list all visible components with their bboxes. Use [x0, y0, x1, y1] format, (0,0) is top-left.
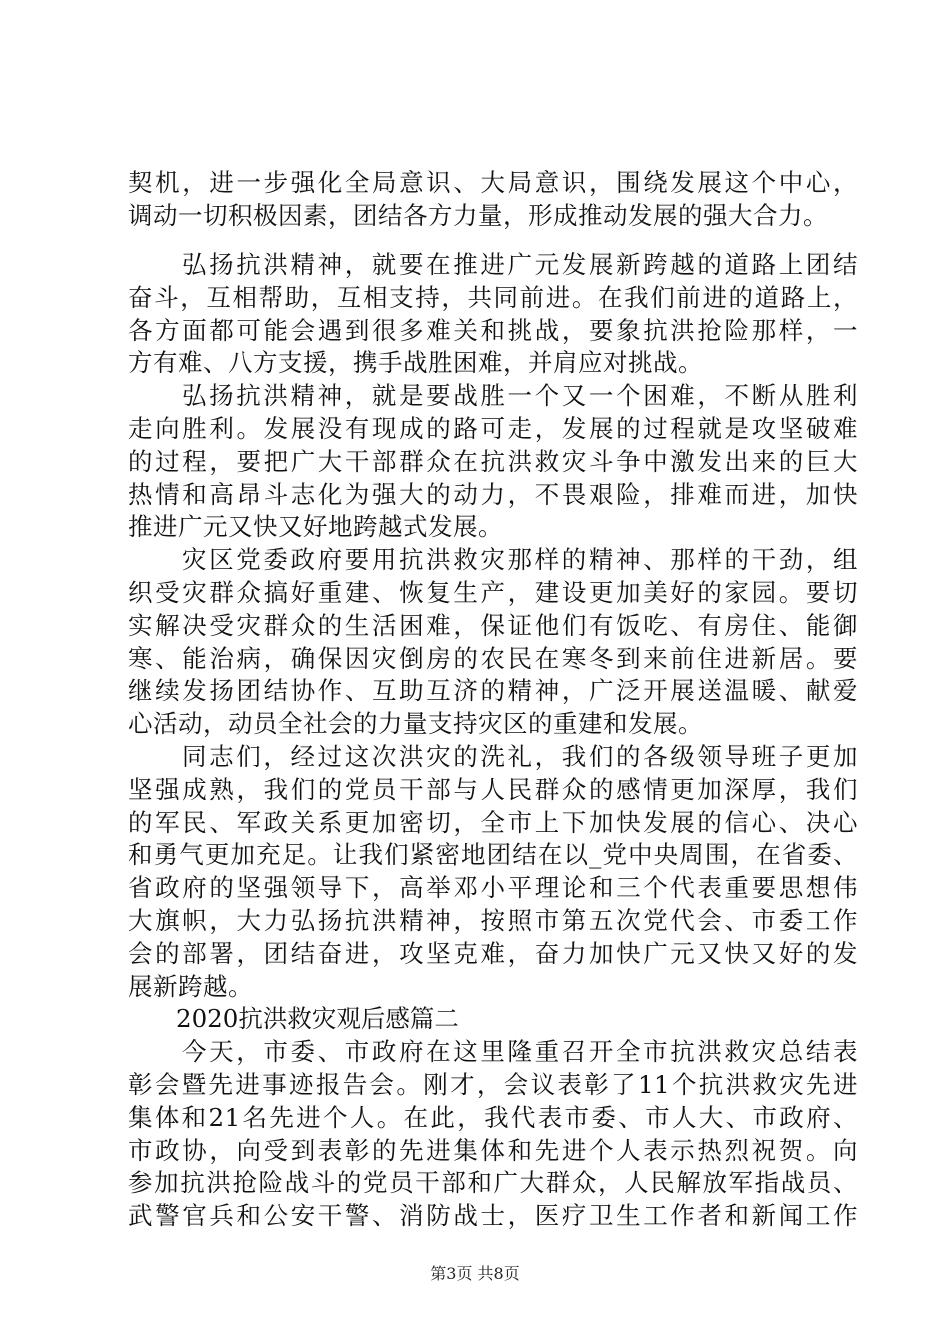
paragraph-5-line-6: 大旗帜，大力弘扬抗洪精神，按照市第五次党代会、市委工作 — [128, 906, 858, 935]
paragraph-2-line-1: 弘扬抗洪精神，就要在推进广元发展新跨越的道路上团结 — [182, 250, 858, 279]
paragraph-6-line-3: 集体和21名先进个人。在此，我代表市委、市人大、市政府、 — [128, 1103, 858, 1132]
paragraph-3-line-1: 弘扬抗洪精神，就是要战胜一个又一个困难，不断从胜利 — [182, 381, 858, 410]
paragraph-5-line-3: 的军民、军政关系更加密切，全市上下加快发展的信心、决心 — [128, 808, 858, 837]
paragraph-5-line-8: 展新跨越。 — [128, 972, 253, 1001]
section-heading: 2020抗洪救灾观后感篇二 — [176, 1004, 459, 1033]
paragraph-6-line-6: 武警官兵和公安干警、消防战士，医疗卫生工作者和新闻工作 — [128, 1201, 858, 1230]
paragraph-4-line-5: 继续发扬团结协作、互助互济的精神，广泛开展送温暖、献爱 — [128, 676, 858, 705]
paragraph-6-line-1: 今天，市委、市政府在这里隆重召开全市抗洪救灾总结表 — [182, 1037, 858, 1066]
paragraph-3-line-3: 的过程，要把广大干部群众在抗洪救灾斗争中激发出来的巨大 — [128, 447, 858, 476]
paragraph-4-line-4: 寒、能治病，确保因灾倒房的农民在寒冬到来前住进新居。要 — [128, 644, 858, 673]
paragraph-2-line-4: 方有难、八方支援，携手战胜困难，并肩应对挑战。 — [128, 348, 703, 377]
paragraph-6-line-5: 参加抗洪抢险战斗的党员干部和广大群众，人民解放军指战员、 — [128, 1168, 858, 1197]
paragraph-5-line-1: 同志们，经过这次洪灾的洗礼，我们的各级领导班子更加 — [182, 742, 858, 771]
paragraph-3-line-4: 热情和高昂斗志化为强大的动力，不畏艰险，排难而进，加快 — [128, 480, 858, 509]
paragraph-4-line-1: 灾区党委政府要用抗洪救灾那样的精神、那样的干劲，组 — [182, 545, 858, 574]
paragraph-3-line-5: 推进广元又快又好地跨越式发展。 — [128, 512, 503, 541]
paragraph-5-line-4: 和勇气更加充足。让我们紧密地团结在以_党中央周围，在省委、 — [128, 840, 858, 869]
paragraph-4-line-6: 心活动，动员全社会的力量支持灾区的重建和发展。 — [128, 709, 703, 738]
paragraph-5-line-7: 会的部署，团结奋进，攻坚克难，奋力加快广元又快又好的发 — [128, 939, 858, 968]
paragraph-4-line-3: 实解决受灾群众的生活困难，保证他们有饭吃、有房住、能御 — [128, 611, 858, 640]
paragraph-4-line-2: 织受灾群众搞好重建、恢复生产，建设更加美好的家园。要切 — [128, 578, 858, 607]
paragraph-1-line-1: 契机，进一步强化全局意识、大局意识，围绕发展这个中心， — [128, 168, 858, 197]
paragraph-3-line-2: 走向胜利。发展没有现成的路可走，发展的过程就是攻坚破难 — [128, 414, 858, 443]
paragraph-6-line-2: 彰会暨先进事迹报告会。刚才，会议表彰了11个抗洪救灾先进 — [128, 1070, 858, 1099]
paragraph-6-line-4: 市政协，向受到表彰的先进集体和先进个人表示热烈祝贺。向 — [128, 1136, 858, 1165]
paragraph-5-line-2: 坚强成熟，我们的党员干部与人民群众的感情更加深厚，我们 — [128, 775, 858, 804]
paragraph-1-line-2: 调动一切积极因素，团结各方力量，形成推动发展的强大合力。 — [128, 201, 828, 230]
paragraph-2-line-3: 各方面都可能会遇到很多难关和挑战，要象抗洪抢险那样，一 — [128, 316, 858, 345]
page-footer: 第3页 共8页 — [430, 1264, 520, 1283]
paragraph-5-line-5: 省政府的坚强领导下，高举邓小平理论和三个代表重要思想伟 — [128, 873, 858, 902]
paragraph-2-line-2: 奋斗，互相帮助，互相支持，共同前进。在我们前进的道路上， — [128, 283, 858, 312]
